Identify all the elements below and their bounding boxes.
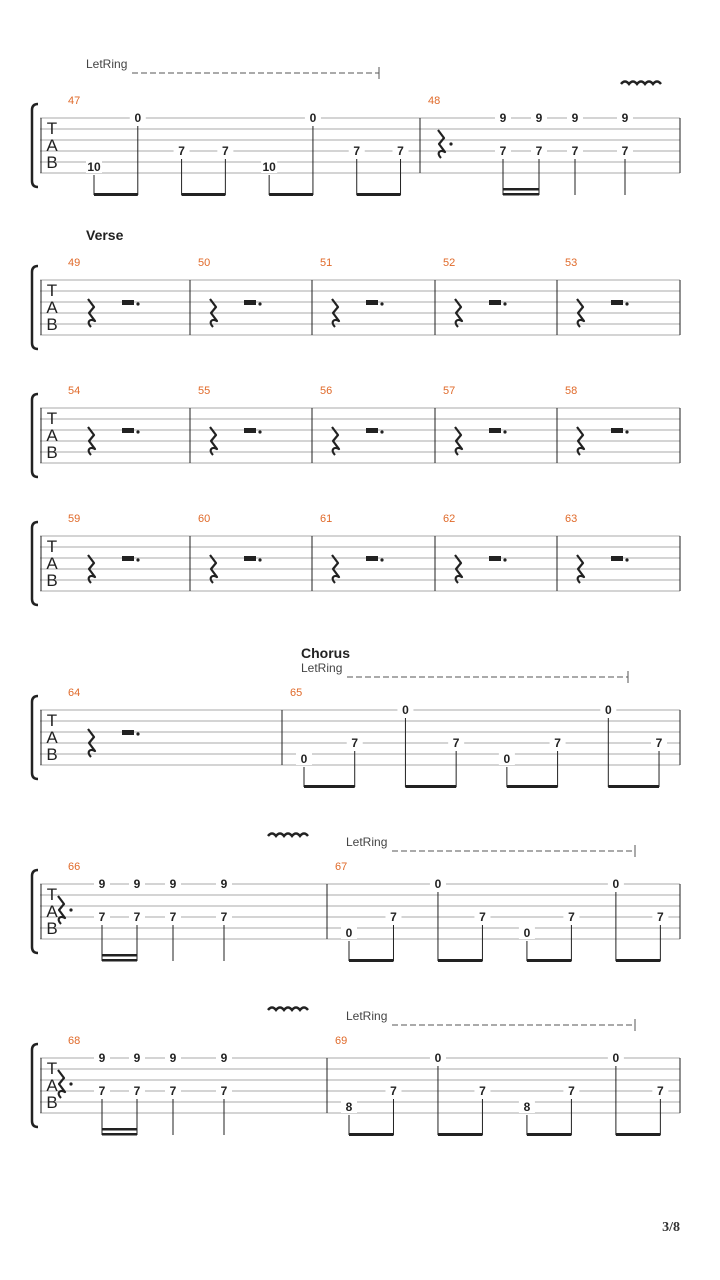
rest-dot-icon [258, 430, 261, 433]
tab-clef-a: A [46, 902, 58, 921]
fret-number: 10 [262, 160, 276, 174]
dotted-half-rest-icon [489, 300, 501, 305]
measure-number: 69 [335, 1035, 348, 1047]
quarter-rest-icon [438, 130, 445, 158]
fret-number: 7 [657, 1084, 664, 1098]
dotted-half-rest-icon [489, 428, 501, 433]
fret-number: 0 [612, 877, 620, 891]
dotted-half-rest-icon [122, 300, 134, 305]
measure-number: 53 [565, 257, 578, 269]
beam [438, 959, 482, 962]
fret-number: 0 [612, 1051, 620, 1065]
fret-number: 9 [571, 111, 579, 125]
rest-dot-icon [380, 558, 383, 561]
measure-number: 63 [565, 513, 578, 525]
fret-number: 9 [169, 877, 177, 891]
tab-clef-t: T [46, 119, 58, 138]
system-bracket [32, 1044, 38, 1127]
fret-number: 7 [98, 910, 106, 924]
fret-number: 7 [220, 1084, 228, 1098]
quarter-rest-icon [58, 1070, 65, 1098]
tab-clef-t: T [46, 281, 58, 300]
fret-number: 7 [220, 910, 228, 924]
fret-number: 7 [390, 1084, 397, 1098]
tab-clef-b: B [46, 919, 58, 938]
fret-number: 0 [604, 703, 612, 717]
tab-clef-t: T [46, 1059, 58, 1078]
fret-number: 0 [309, 111, 317, 125]
tab-clef-b: B [46, 315, 58, 334]
system-bracket [32, 870, 38, 953]
fret-number: 0 [523, 926, 531, 940]
measure-number: 68 [68, 1035, 81, 1047]
fret-number: 9 [98, 1051, 106, 1065]
fret-number: 7 [133, 1084, 141, 1098]
dotted-half-rest-icon [122, 428, 134, 433]
measure-number: 51 [320, 257, 333, 269]
tab-clef-a: A [46, 554, 58, 573]
measure-number: 61 [320, 513, 333, 525]
tab-clef-t: T [46, 711, 58, 730]
beam [102, 959, 137, 962]
fret-number: 9 [169, 1051, 177, 1065]
rest-dot-icon [625, 558, 628, 561]
beam [438, 1133, 482, 1136]
tab-clef-t: T [46, 537, 58, 556]
tab-clef-a: A [46, 136, 58, 155]
tab-clef-a: A [46, 426, 58, 445]
fret-number: 9 [535, 111, 543, 125]
measure-number: 47 [68, 95, 81, 107]
vibrato-icon [268, 834, 308, 837]
page-number: 3/8 [662, 1220, 680, 1235]
rest-dot-icon [449, 142, 452, 145]
dotted-half-rest-icon [122, 556, 134, 561]
fret-number: 7 [554, 736, 561, 750]
system-bracket [32, 522, 38, 605]
beam [503, 188, 539, 191]
rest-dot-icon [136, 558, 139, 561]
rest-dot-icon [136, 732, 139, 735]
let-ring-label: LetRing [301, 661, 343, 675]
dotted-half-rest-icon [366, 428, 378, 433]
fret-number: 7 [479, 1084, 486, 1098]
fret-number: 0 [300, 752, 308, 766]
fret-number: 7 [479, 910, 486, 924]
dotted-half-rest-icon [611, 556, 623, 561]
dotted-half-rest-icon [611, 428, 623, 433]
rest-dot-icon [258, 558, 261, 561]
dotted-half-rest-icon [611, 300, 623, 305]
fret-number: 7 [499, 144, 507, 158]
let-ring-label: LetRing [86, 57, 128, 71]
beam [503, 193, 539, 196]
beam [608, 785, 659, 788]
beam [304, 785, 355, 788]
fret-number: 0 [503, 752, 511, 766]
rest-dot-icon [69, 908, 72, 911]
fret-number: 9 [133, 1051, 141, 1065]
dotted-half-rest-icon [122, 730, 134, 735]
rest-dot-icon [69, 1082, 72, 1085]
quarter-rest-icon [58, 896, 65, 924]
tab-clef-b: B [46, 443, 58, 462]
measure-number: 57 [443, 385, 456, 397]
beam [102, 1128, 137, 1131]
beam [616, 1133, 660, 1136]
dotted-half-rest-icon [489, 556, 501, 561]
fret-number: 10 [87, 160, 101, 174]
system-bracket [32, 266, 38, 349]
fret-number: 7 [98, 1084, 106, 1098]
fret-number: 8 [345, 1100, 353, 1114]
tab-clef-a: A [46, 1076, 58, 1095]
beam [405, 785, 456, 788]
rest-dot-icon [258, 302, 261, 305]
fret-number: 7 [390, 910, 397, 924]
fret-number: 9 [621, 111, 629, 125]
beam [357, 193, 401, 196]
tab-clef-b: B [46, 745, 58, 764]
fret-number: 0 [434, 1051, 442, 1065]
fret-number: 7 [568, 910, 575, 924]
beam [616, 959, 660, 962]
measure-number: 64 [68, 687, 81, 699]
rest-dot-icon [503, 558, 506, 561]
let-ring-label: LetRing [346, 835, 388, 849]
measure-number: 60 [198, 513, 211, 525]
fret-number: 7 [535, 144, 543, 158]
measure-number: 62 [443, 513, 456, 525]
fret-number: 7 [571, 144, 579, 158]
tab-clef-a: A [46, 728, 58, 747]
measure-number: 52 [443, 257, 456, 269]
dotted-half-rest-icon [366, 300, 378, 305]
beam [349, 959, 393, 962]
dotted-half-rest-icon [244, 300, 256, 305]
beam [527, 1133, 571, 1136]
beam [102, 954, 137, 957]
rest-dot-icon [625, 430, 628, 433]
measure-number: 56 [320, 385, 333, 397]
section-label: Chorus [301, 645, 350, 661]
fret-number: 7 [397, 144, 404, 158]
fret-number: 7 [169, 910, 177, 924]
fret-number: 9 [499, 111, 507, 125]
fret-number: 9 [220, 877, 228, 891]
rest-dot-icon [136, 430, 139, 433]
rest-dot-icon [503, 302, 506, 305]
vibrato-icon [268, 1008, 308, 1011]
measure-number: 65 [290, 687, 303, 699]
dotted-half-rest-icon [366, 556, 378, 561]
fret-number: 9 [133, 877, 141, 891]
fret-number: 9 [220, 1051, 228, 1065]
fret-number: 7 [655, 736, 663, 750]
fret-number: 7 [353, 144, 361, 158]
beam [182, 193, 226, 196]
tab-clef-b: B [46, 153, 58, 172]
fret-number: 0 [402, 703, 409, 717]
rest-dot-icon [503, 430, 506, 433]
fret-number: 7 [222, 144, 229, 158]
fret-number: 7 [169, 1084, 177, 1098]
fret-number: 7 [568, 1084, 575, 1098]
measure-number: 54 [68, 385, 81, 397]
system-bracket [32, 394, 38, 477]
fret-number: 7 [657, 910, 664, 924]
fret-number: 9 [98, 877, 106, 891]
fret-number: 0 [434, 877, 442, 891]
tab-clef-b: B [46, 571, 58, 590]
fret-number: 7 [133, 910, 141, 924]
tab-clef-b: B [46, 1093, 58, 1112]
rest-dot-icon [380, 430, 383, 433]
fret-number: 7 [178, 144, 185, 158]
beam [94, 193, 138, 196]
rest-dot-icon [136, 302, 139, 305]
let-ring-label: LetRing [346, 1009, 388, 1023]
system-bracket [32, 104, 38, 187]
dotted-half-rest-icon [244, 556, 256, 561]
dotted-half-rest-icon [244, 428, 256, 433]
tab-clef-t: T [46, 409, 58, 428]
vibrato-icon [621, 82, 661, 85]
fret-number: 7 [621, 144, 629, 158]
fret-number: 7 [351, 736, 359, 750]
measure-number: 67 [335, 861, 348, 873]
tab-clef-a: A [46, 298, 58, 317]
rest-dot-icon [625, 302, 628, 305]
measure-number: 58 [565, 385, 578, 397]
fret-number: 8 [523, 1100, 531, 1114]
section-label: Verse [86, 227, 124, 243]
fret-number: 7 [452, 736, 460, 750]
beam [507, 785, 558, 788]
fret-number: 0 [345, 926, 353, 940]
measure-number: 59 [68, 513, 81, 525]
tab-clef-t: T [46, 885, 58, 904]
fret-number: 0 [134, 111, 142, 125]
measure-number: 49 [68, 257, 81, 269]
measure-number: 50 [198, 257, 211, 269]
rest-dot-icon [380, 302, 383, 305]
system-bracket [32, 696, 38, 779]
beam [527, 959, 571, 962]
measure-number: 55 [198, 385, 211, 397]
measure-number: 66 [68, 861, 81, 873]
beam [102, 1133, 137, 1136]
beam [349, 1133, 393, 1136]
beam [269, 193, 313, 196]
measure-number: 48 [428, 95, 441, 107]
